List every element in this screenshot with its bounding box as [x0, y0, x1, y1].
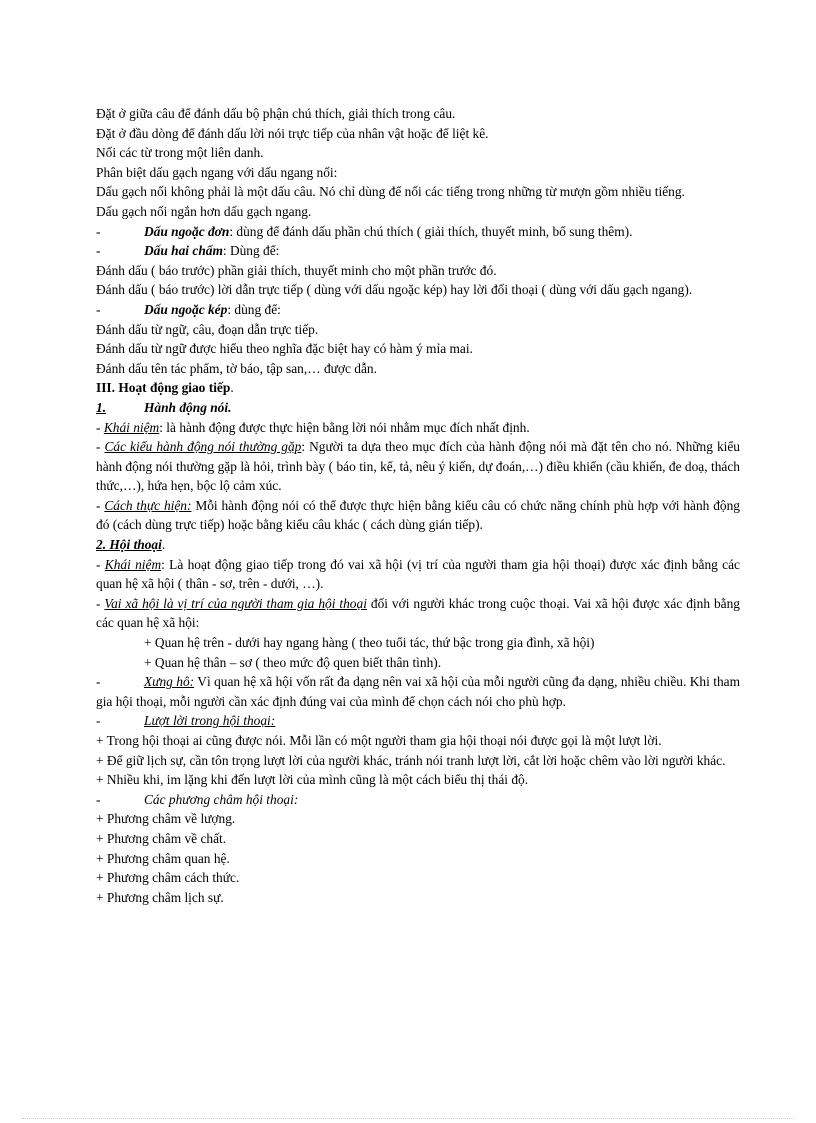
paragraph	[96, 594, 740, 633]
lead: -	[96, 556, 105, 572]
term: Dấu ngoặc đơn	[144, 223, 230, 239]
subsection-heading	[96, 535, 740, 555]
text-line: Đặt ở đầu dòng để đánh dấu lời nói trực tiếp của nhân vật hoặc để liệt kê.	[96, 125, 489, 141]
definition: : là hành động được thực hiện bằng lời nói nhằm mục đích nhất định.	[159, 419, 530, 435]
definition: đối với người khác trong cuộc thoại. Vai xã hội được xác định bằng các quan hệ xã hội:	[96, 595, 741, 631]
text-line: Đánh dấu tên tác phẩm, tờ báo, tập san,… được dẫn.	[96, 360, 377, 376]
text-line: Nối các từ trong một liên danh.	[96, 145, 264, 161]
term: Các kiểu hành động nói thường gặp	[104, 439, 302, 455]
heading-text: III. Hoạt động giao tiếp	[96, 380, 231, 396]
term: Lượt lời trong hội thoại:	[144, 713, 276, 729]
lead: -	[96, 419, 104, 435]
lead: -	[96, 439, 105, 455]
list-item	[96, 790, 740, 810]
paragraph	[96, 672, 740, 711]
term: Các phương châm hội thoại:	[144, 791, 299, 807]
list-item: + Trong hội thoại ai cũng được nói. Mỗi lần có một người tham gia hội thoại nói được gọi là một lượt lời.	[96, 733, 662, 748]
text-line: Phân biệt dấu gạch ngang với dấu ngang nối:	[96, 164, 338, 180]
text-line: Đặt ở giữa câu để đánh dấu bộ phận chú thích, giải thích trong câu.	[96, 106, 456, 121]
heading-text: 2. Hội thoại	[96, 537, 162, 553]
dash-marker: -	[96, 223, 101, 239]
list-item	[96, 300, 740, 320]
section-heading	[96, 378, 740, 398]
paragraph: Dấu gạch nối không phải là một dấu câu. Nó chỉ dùng để nối các tiếng trong những từ mượn gồm nhiều tiếng.	[96, 184, 685, 200]
list-item: + Để giữ lịch sự, cần tôn trọng lượt lời của người khác, tránh nói tranh lượt lời, cắt lời hoặc chêm vào lời người khác.	[96, 752, 726, 768]
term: Dấu hai chấm	[144, 243, 223, 259]
paragraph	[96, 418, 740, 438]
definition: Mỗi hành động nói có thể được thực hiện bằng kiểu câu có chức năng chính phù hợp với hành động đó (cách dùng trực tiếp) hoặc bằng kiểu câu khác ( cách dùng gián tiếp).	[96, 497, 741, 533]
dash-marker: -	[96, 674, 101, 690]
lead: -	[96, 497, 105, 513]
dash-marker: -	[96, 791, 101, 807]
heading-punct: .	[161, 537, 166, 553]
definition: : Là hoạt động giao tiếp trong đó vai xã hội (vị trí của người tham gia hội thoại) được xác định bằng các quan hệ xã hội ( thân - sơ, trên - dưới, …).	[96, 556, 741, 592]
definition: : Dùng để:	[222, 243, 280, 259]
definition: : dùng để đánh dấu phần chú thích ( giải thích, thuyết minh, bổ sung thêm).	[229, 223, 633, 239]
heading-text: Hành động nói.	[144, 399, 232, 415]
term: Khái niệm	[104, 556, 162, 572]
term: Vai xã hội là vị trí của người tham gia hội thoại	[104, 595, 367, 611]
definition: : Người ta dựa theo mục đích của hành động nói mà đặt tên cho nó. Những kiểu hành động nói thường gặp là hỏi, trình bày ( báo tin, kể, tả, nêu ý kiến, dự đoán,…) điều khiển (cầu khiến, đe doạ, thách thức,…), hứa hẹn, bộc lộ cảm xúc.	[96, 439, 740, 494]
list-item: + Phương châm về lượng.	[96, 811, 236, 827]
definition: : dùng để:	[227, 301, 281, 317]
heading-number: 1.	[96, 399, 107, 415]
paragraph	[96, 437, 740, 496]
list-item: + Quan hệ trên - dưới hay ngang hàng ( theo tuổi tác, thứ bậc trong gia đình, xã hội)	[144, 635, 595, 651]
term: Dấu ngoặc kép	[144, 301, 228, 317]
list-item	[96, 711, 740, 731]
definition: Vì quan hệ xã hội vốn rất đa dạng nên vai xã hội của mỗi người cũng đa dạng, nhiều chiều. Khi tham gia hội thoại, mỗi người cần xác định đúng vai của mình để chọn cách nói cho phù hợp.	[96, 674, 740, 709]
subsection-heading	[96, 398, 740, 418]
list-item: + Phương châm quan hệ.	[96, 850, 230, 866]
lead: -	[96, 595, 105, 611]
dash-marker: -	[96, 301, 101, 317]
list-item: + Nhiều khi, im lặng khi đến lượt lời của mình cũng là một cách biểu thị thái độ.	[96, 772, 529, 788]
text-line: Dấu gạch nối ngắn hơn dấu gạch ngang.	[96, 203, 312, 219]
dash-marker: -	[96, 243, 101, 259]
text-line: Đánh dấu từ ngữ, câu, đoạn dẫn trực tiếp.	[96, 321, 319, 337]
term: Xưng hô:	[144, 674, 195, 690]
list-item: + Phương châm cách thức.	[96, 870, 240, 886]
list-item	[96, 241, 740, 261]
heading-punct: .	[230, 380, 234, 396]
term: Khái niệm	[103, 419, 160, 435]
term: Cách thực hiện:	[104, 497, 192, 513]
list-item: + Phương châm về chất.	[96, 830, 227, 846]
list-item: + Quan hệ thân – sơ ( theo mức độ quen biết thân tình).	[144, 654, 442, 670]
paragraph	[96, 496, 740, 535]
list-item	[96, 222, 740, 242]
text-line: Đánh dấu ( báo trước) phần giải thích, thuyết minh cho một phần trước đó.	[96, 262, 497, 278]
list-item: + Phương châm lịch sự.	[96, 889, 224, 905]
document-page	[96, 104, 740, 907]
paragraph: Đánh dấu ( báo trước) lời dẫn trực tiếp ( dùng với dấu ngoặc kép) hay lời đối thoại ( dùng với dấu gạch ngang).	[96, 282, 693, 298]
text-line: Đánh dấu từ ngữ được hiểu theo nghĩa đặc biệt hay có hàm ý mỉa mai.	[96, 341, 473, 357]
paragraph	[96, 555, 740, 594]
dash-marker: -	[96, 713, 101, 729]
page-bottom-divider	[22, 1118, 794, 1119]
